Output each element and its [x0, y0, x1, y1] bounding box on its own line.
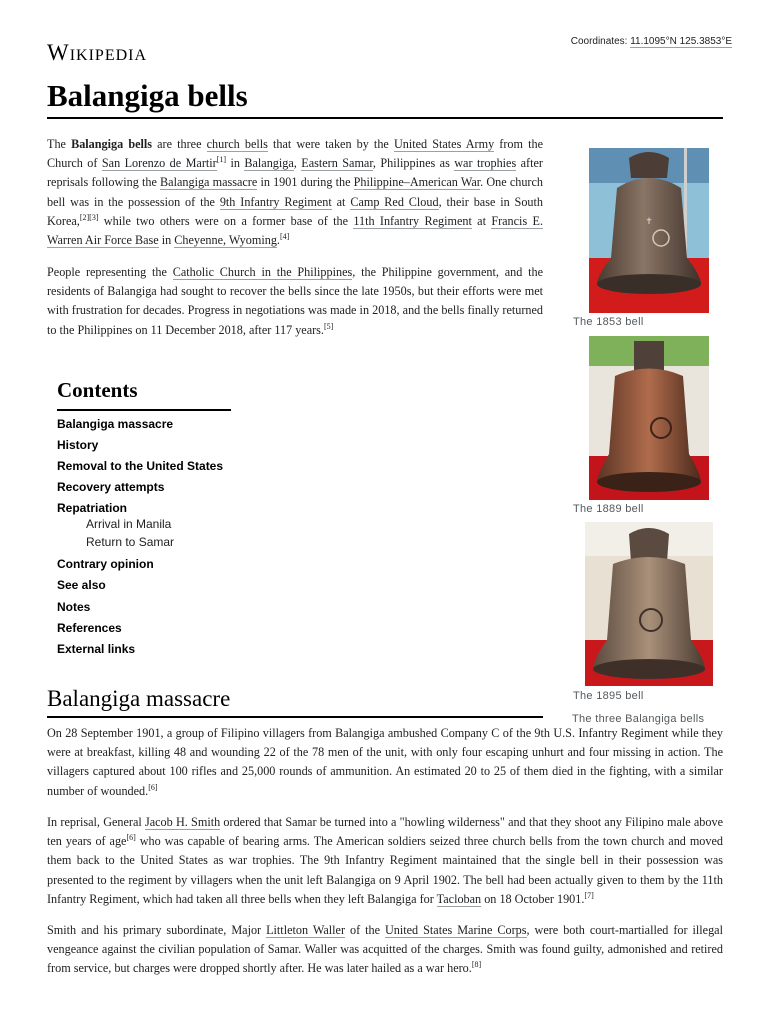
coordinates-label: Coordinates: [570, 36, 628, 47]
toc-subitem[interactable]: Arrival in Manila [86, 517, 172, 532]
bells-group-caption: The three Balangiga bells [572, 713, 705, 725]
text-run: The [47, 137, 72, 151]
svg-text:✝: ✝ [645, 217, 653, 227]
inline-link[interactable]: Jacob H. Smith [145, 815, 221, 829]
text-run: In reprisal, General [47, 815, 145, 829]
text-run: , were both court-martialled for illegal vengeance against the civilian population of Samar. Waller was acquitted of the charges. Smith was found guilty, admonished and retired from service, but charges were dropped shortly after. He was later hailed as a war hero. [47, 923, 723, 976]
inline-link[interactable]: Catholic Church in the Philippines [172, 265, 353, 279]
citation-ref[interactable]: [8] [471, 960, 482, 970]
text-run: at [471, 213, 492, 228]
bell-1895-photo [585, 522, 713, 686]
citation-ref[interactable]: [6] [148, 782, 158, 792]
bell-1853-image[interactable] [589, 148, 709, 313]
coordinates [571, 36, 732, 47]
text-run: . One church bell was in the possession of the [47, 175, 543, 209]
inline-link[interactable]: 11th Infantry Regiment [353, 213, 472, 228]
toc-item[interactable]: References [57, 620, 122, 635]
massacre-paragraph-1 [47, 724, 723, 801]
text-run: at [331, 194, 351, 209]
coordinates-link[interactable]: 11.1095°N 125.3853°E [630, 36, 732, 47]
toc-item[interactable]: Recovery attempts [57, 480, 165, 495]
wikipedia-logo[interactable]: Wikipedia [47, 40, 148, 65]
toc-item[interactable]: External links [57, 641, 136, 656]
citation-ref[interactable]: [4] [279, 231, 290, 241]
bell-1853-photo [589, 148, 709, 313]
text-run: Smith and his primary subordinate, Major [47, 923, 267, 937]
text-run: , their base in South Korea, [47, 194, 544, 228]
inline-link[interactable]: Camp Red Cloud [350, 194, 439, 209]
citation-ref[interactable]: [6] [126, 833, 136, 843]
text-run: on 18 October 1901. [481, 891, 585, 906]
text-run: from the Church of [47, 137, 543, 171]
toc-item[interactable]: Contrary opinion [57, 557, 154, 572]
text-run: after reprisals following the [47, 156, 543, 190]
bell-1889-caption: The 1889 bell [573, 503, 644, 515]
bell-1895-image[interactable] [585, 522, 713, 686]
inline-link[interactable]: Balangiga massacre [160, 175, 258, 190]
text-run: in 1901 during the [257, 175, 354, 190]
bell-1889-image[interactable] [589, 336, 709, 500]
text-run: in [158, 233, 175, 248]
toc-title: Contents [57, 378, 231, 411]
text-run: are three [152, 137, 207, 151]
toc-item[interactable]: Balangiga massacre [57, 417, 174, 431]
inline-link[interactable]: Balangiga [244, 156, 294, 171]
text-run: ordered that Samar be turned into a "howling wilderness" and that they shoot any Filipino male above ten years of age [47, 815, 723, 849]
toc-item[interactable]: Repatriation [57, 501, 128, 516]
massacre-paragraph-3 [47, 921, 723, 979]
text-run: , the Philippine government, and the residents of Balangiga had sought to recover the bells since the late 1950s, but their efforts were met with frustration for decades. Progress in negotiations was made in 2018, and the bells finally returned to the Philippines on 11 December 2018, after 117 years. [47, 265, 544, 337]
citation-ref[interactable]: [7] [584, 890, 594, 900]
text-run: while two others were on a former base of the [98, 213, 354, 228]
inline-link[interactable]: Littleton Waller [266, 923, 345, 937]
text-run: in [226, 156, 245, 171]
inline-link[interactable]: Francis E. Warren Air Force Base [47, 213, 544, 248]
toc-item[interactable]: Notes [57, 599, 91, 614]
citation-ref[interactable]: [5] [323, 321, 334, 331]
toc-item[interactable]: Removal to the United States [57, 459, 224, 474]
inline-link[interactable]: Cheyenne, Wyoming [174, 233, 277, 248]
toc-subitem[interactable]: Return to Samar [86, 535, 175, 550]
text-run: . [276, 233, 280, 248]
section-heading-balangiga-massacre: Balangiga massacre [47, 686, 231, 711]
intro-paragraph-1 [47, 135, 543, 250]
text-run: , Philippines as [372, 156, 455, 171]
toc-item[interactable]: See also [57, 578, 106, 593]
inline-link[interactable]: church bells [206, 137, 268, 151]
citation-ref[interactable]: [1] [216, 155, 227, 165]
inline-link[interactable]: war trophies [454, 156, 517, 171]
toc-list [57, 417, 287, 663]
page-title: Balangiga bells [47, 78, 248, 113]
toc-item[interactable]: History [57, 438, 99, 453]
citation-ref[interactable]: [2][3] [79, 212, 99, 222]
inline-link[interactable]: Tacloban [436, 891, 482, 906]
bold-term: Balangiga bells [71, 137, 153, 151]
text-run: that were taken by the [267, 137, 394, 151]
section-divider [47, 716, 543, 718]
text-run: , [293, 156, 302, 171]
text-run: On 28 September 1901, a group of Filipino villagers from Balangiga ambushed Company C of the 9th U.S. Infantry Regiment while they were at breakfast, killing 48 and wounding 22 of the 78 men of the unit, with only four escaping unhurt and four missing in action. The villagers captured about 100 rifles and 25,000 rounds of ammunition. An estimated 20 to 25 of them died in the fighting, with a similar number of wounded. [47, 726, 723, 798]
table-of-contents [57, 378, 287, 663]
intro-paragraph-2 [47, 263, 543, 340]
bell-1895-caption: The 1895 bell [573, 690, 644, 702]
inline-link[interactable]: United States Army [393, 137, 495, 151]
text-run: of the [345, 923, 385, 937]
bell-1889-photo [589, 336, 709, 500]
inline-link[interactable]: Eastern Samar [301, 156, 373, 171]
text-run: People representing the [47, 265, 173, 279]
inline-link[interactable]: Philippine–American War [353, 175, 481, 190]
inline-link[interactable]: United States Marine Corps [384, 923, 527, 937]
inline-link[interactable]: San Lorenzo de Martir [101, 156, 217, 171]
text-run: who was capable of bearing arms. The American soldiers seized three church bells from the town church and moved them back to the United States as war trophies. The 9th Infantry Regiment maintained that the single bell in their possession was presented to the regiment by villagers when the unit left Balangiga on 9 April 1902. The bell had been actually given to them by the 11th Infantry Regiment, which had taken all three bells when they left Balangiga for [47, 834, 723, 906]
massacre-paragraph-2 [47, 813, 723, 909]
bell-1853-caption: The 1853 bell [573, 316, 644, 328]
title-divider [47, 117, 723, 119]
inline-link[interactable]: 9th Infantry Regiment [219, 194, 332, 209]
